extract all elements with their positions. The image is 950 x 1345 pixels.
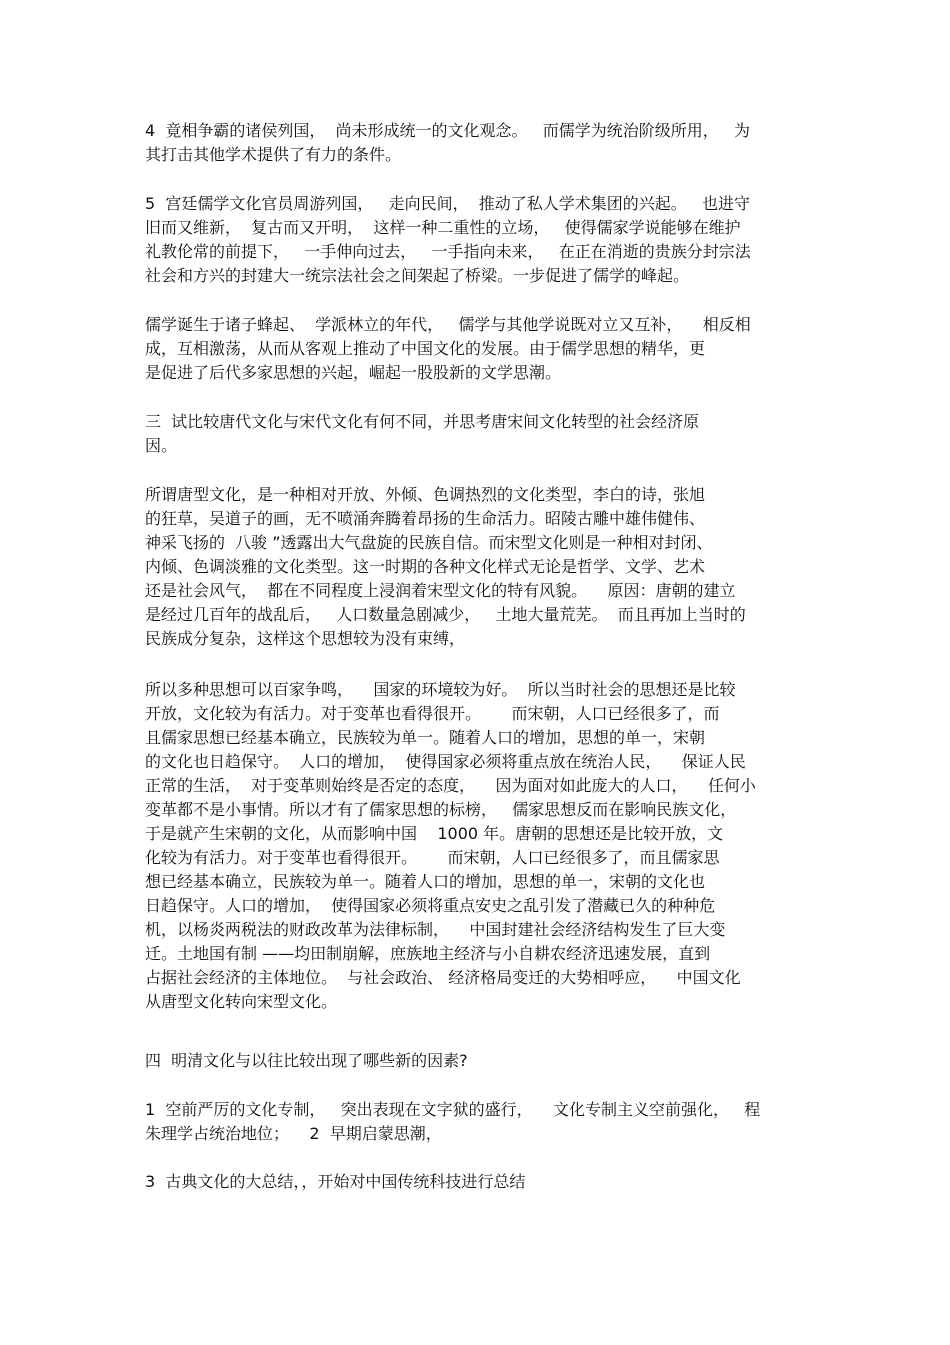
paragraph-3 xyxy=(145,313,815,385)
text-line: 从唐型文化转向宋型文化。 xyxy=(145,992,338,1011)
text-line: 开放，文化较为有活力。对于变革也看得很开。 而宋朝，人口已经很多了，而 xyxy=(145,704,720,723)
text-line: 三 试比较唐代文化与宋代文化有何不同，并思考唐宋间文化转型的社会经济原 xyxy=(145,412,700,431)
text-line: 礼教伦常的前提下， 一手伸向过去， 一手指向未来， 在正在消逝的贵族分封宗法 xyxy=(145,242,751,261)
text-line: 日趋保守。人口的增加， 使得国家必须将重点安史之乱引发了潜藏已久的种种危 xyxy=(145,896,716,915)
text-line: 四 明清文化与以往比较出现了哪些新的因素? xyxy=(145,1051,468,1070)
text-line: 迁。土地国有制 ——均田制崩解，庶族地主经济与小自耕农经济迅速发展，直到 xyxy=(145,944,711,963)
text-line: 内倾、色调淡雅的文化类型。这一时期的各种文化样式无论是哲学、文学、艺术 xyxy=(145,557,706,576)
text-line: 正常的生活， 对于变革则始终是否定的态度， 因为面对如此庞大的人口， 任何小 xyxy=(145,776,756,795)
text-line: 于是就产生宋朝的文化，从而影响中国 1000 年。唐朝的思想还是比较开放，文 xyxy=(145,824,724,843)
text-line: 且儒家思想已经基本确立，民族较为单一。随着人口的增加，思想的单一，宋朝 xyxy=(145,728,706,747)
text-line: 1 空前严厉的文化专制， 突出表现在文字狱的盛行， 文化专制主义空前强化， 程 xyxy=(145,1100,761,1119)
text-line: 所以多种思想可以百家争鸣， 国家的环境较为好。 所以当时社会的思想还是比较 xyxy=(145,680,736,699)
text-line: 是促进了后代多家思想的兴起，崛起一股股新的文学思潮。 xyxy=(145,363,562,382)
paragraph-8 xyxy=(145,1098,815,1146)
text-line: 所谓唐型文化，是一种相对开放、外倾、色调热烈的文化类型，李白的诗，张旭 xyxy=(145,485,706,504)
text-line: 其打击其他学术提供了有力的条件。 xyxy=(145,145,402,164)
paragraph-2 xyxy=(145,192,815,288)
text-line: 的文化也日趋保守。 人口的增加， 使得国家必须将重点放在统治人民， 保证人民 xyxy=(145,752,746,771)
text-line: 成，互相激荡，从而从客观上推动了中国文化的发展。由于儒学思想的精华，更 xyxy=(145,339,706,358)
text-line: 民族成分复杂，这样这个思想较为没有束缚， xyxy=(145,629,466,648)
text-line: 旧而又维新， 复古而又开明， 这样一种二重性的立场， 使得儒家学说能够在维护 xyxy=(145,218,741,237)
text-line: 4 竟相争霸的诸侯列国， 尚未形成统一的文化观念。 而儒学为统治阶级所用， 为 xyxy=(145,121,751,140)
text-line: 社会和方兴的封建大一统宗法社会之间架起了桥梁。一步促进了儒学的峰起。 xyxy=(145,266,690,285)
paragraph-1 xyxy=(145,119,815,167)
text-line: 还是社会风气， 都在不同程度上浸润着宋型文化的特有风貌。 原因：唐朝的建立 xyxy=(145,581,736,600)
question-3-heading xyxy=(145,410,815,458)
text-line: 儒学诞生于诸子蜂起、 学派林立的年代， 儒学与其他学说既对立又互补， 相反相 xyxy=(145,315,751,334)
text-line: 3 古典文化的大总结，，开始对中国传统科技进行总结 xyxy=(145,1172,526,1191)
paragraph-5 xyxy=(145,483,815,651)
text-line: 神采飞扬的 八骏 ”透露出大气盘旋的民族自信。而宋型文化则是一种相对封闭、 xyxy=(145,533,713,552)
text-line: 朱理学占统治地位； 2 早期启蒙思潮， xyxy=(145,1124,442,1143)
text-line: 因。 xyxy=(145,436,178,455)
text-line: 化较为有活力。对于变革也看得很开。 而宋朝，人口已经很多了，而且儒家思 xyxy=(145,848,720,867)
paragraph-6 xyxy=(145,678,815,1014)
text-line: 5 宫廷儒学文化官员周游列国， 走向民间， 推动了私人学术集团的兴起。 也进守 xyxy=(145,194,751,213)
text-line: 机，以杨炎两税法的财政改革为法律标制， 中国封建社会经济结构发生了巨大变 xyxy=(145,920,726,939)
text-line: 想已经基本确立，民族较为单一。随着人口的增加，思想的单一，宋朝的文化也 xyxy=(145,872,706,891)
text-line: 占据社会经济的主体地位。 与社会政治、 经济格局变迁的大势相呼应， 中国文化 xyxy=(145,968,741,987)
paragraph-9 xyxy=(145,1170,815,1194)
text-line: 的狂草，吴道子的画，无不喷涌奔腾着昂扬的生命活力。昭陵古雕中雄伟健伟、 xyxy=(145,509,706,528)
text-line: 变革都不是小事情。所以才有了儒家思想的标榜， 儒家思想反而在影响民族文化， xyxy=(145,800,737,819)
question-4-heading xyxy=(145,1049,815,1073)
text-line: 是经过几百年的战乱后， 人口数量急剧减少， 土地大量荒芜。 而且再加上当时的 xyxy=(145,605,746,624)
